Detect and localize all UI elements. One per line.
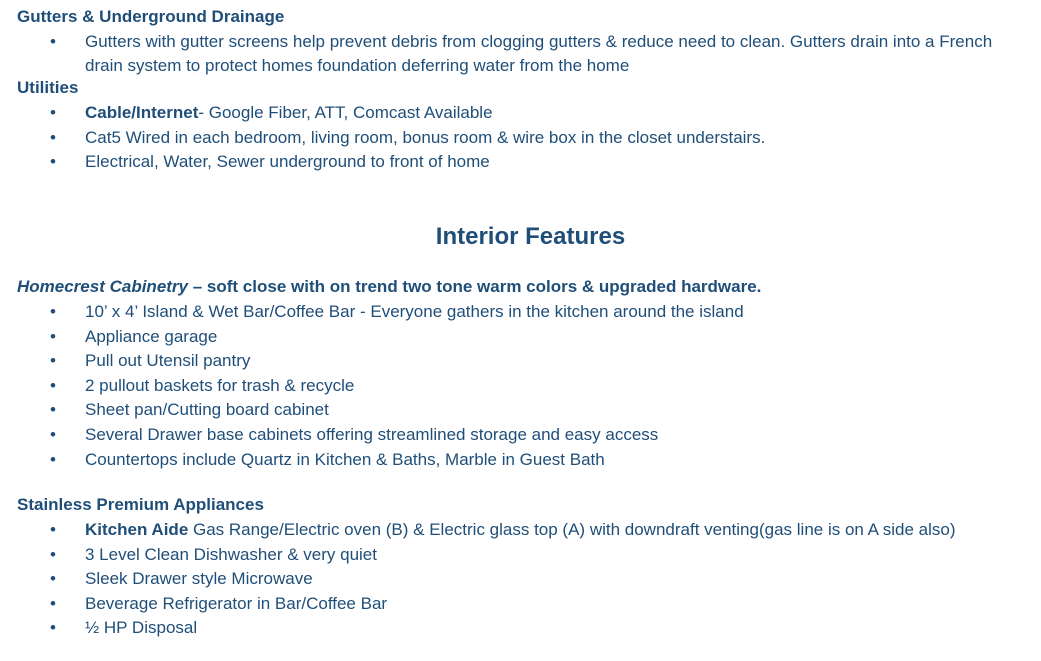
bullet-icon: •	[50, 32, 56, 51]
utilities-list	[0, 101, 1041, 175]
bullet-icon: •	[50, 618, 56, 638]
list-item	[0, 518, 1041, 543]
bullet-icon: •	[50, 375, 56, 395]
list-item-text: Countertops include Quartz in Kitchen & Baths, Marble in Guest Bath	[85, 449, 605, 469]
gutters-list	[0, 30, 1041, 78]
interior-features-title: Interior Features	[435, 223, 626, 250]
list-item-text: 2 pullout baskets for trash & recycle	[85, 375, 355, 395]
list-item-text: Gutters with gutter screens help prevent debris from clogging gutters & reduce need to clean. Gutters drain into a French drain system to protect homes foundation deferring water from the home	[85, 32, 993, 75]
list-item	[0, 543, 1041, 568]
list-item-text: Beverage Refrigerator in Bar/Coffee Bar	[85, 593, 388, 613]
bullet-icon: •	[50, 351, 56, 371]
bullet-icon: •	[50, 302, 56, 321]
appliances-heading: Stainless Premium Appliances	[17, 495, 264, 514]
list-item-text: Electrical, Water, Sewer underground to front of home	[85, 152, 490, 172]
bullet-icon: •	[50, 424, 56, 444]
list-item-text: 3 Level Clean Dishwasher & very quiet	[85, 544, 377, 564]
bullet-icon: •	[50, 326, 56, 346]
bullet-icon: •	[50, 449, 56, 469]
bullet-icon: •	[50, 520, 56, 539]
list-item-text: Several Drawer base cabinets offering streamlined storage and easy access	[85, 424, 659, 444]
list-item	[0, 592, 1041, 617]
cabinetry-heading	[17, 275, 761, 299]
cabinetry-heading-rest: – soft close with on trend two tone warm colors & upgraded hardware.	[188, 277, 762, 296]
list-item	[0, 349, 1041, 374]
list-item	[0, 300, 1041, 325]
list-item-text: Cat5 Wired in each bedroom, living room, bonus room & wire box in the closet understairs.	[85, 127, 766, 147]
list-item	[0, 448, 1041, 473]
list-item-text: - Google Fiber, ATT, Comcast Available	[198, 103, 493, 122]
appliances-list	[0, 518, 1041, 641]
list-item	[0, 616, 1041, 641]
list-item-text: Sleek Drawer style Microwave	[85, 569, 313, 589]
utilities-heading: Utilities	[17, 78, 79, 97]
list-item-bold-text: Cable/Internet	[85, 103, 199, 122]
list-item	[0, 374, 1041, 399]
list-item	[0, 150, 1041, 175]
gutters-heading: Gutters & Underground Drainage	[17, 7, 285, 26]
bullet-icon: •	[50, 569, 56, 589]
list-item-text: 10’ x 4’ Island & Wet Bar/Coffee Bar - Everyone gathers in the kitchen around the island	[85, 302, 744, 321]
list-item-text: Pull out Utensil pantry	[85, 351, 251, 371]
bullet-icon: •	[50, 103, 56, 122]
list-item	[0, 423, 1041, 448]
list-item-text: ½ HP Disposal	[85, 618, 198, 638]
list-item	[0, 101, 1041, 126]
bullet-icon: •	[50, 127, 56, 147]
list-item	[0, 567, 1041, 592]
bullet-icon: •	[50, 400, 56, 420]
list-item-text: Appliance garage	[85, 326, 218, 346]
cabinetry-brand: Homecrest Cabinetry	[17, 277, 189, 296]
bullet-icon: •	[50, 152, 56, 172]
list-item	[0, 126, 1041, 151]
list-item-text: Gas Range/Electric oven (B) & Electric glass top (A) with downdraft venting(gas line is on A side also)	[188, 520, 956, 539]
list-item	[0, 30, 1041, 78]
list-item	[0, 325, 1041, 350]
bullet-icon: •	[50, 544, 56, 564]
bullet-icon: •	[50, 593, 56, 613]
cabinetry-list	[0, 300, 1041, 472]
list-item-bold-text: Kitchen Aide	[85, 520, 189, 539]
list-item-text: Sheet pan/Cutting board cabinet	[85, 400, 329, 420]
list-item	[0, 398, 1041, 423]
